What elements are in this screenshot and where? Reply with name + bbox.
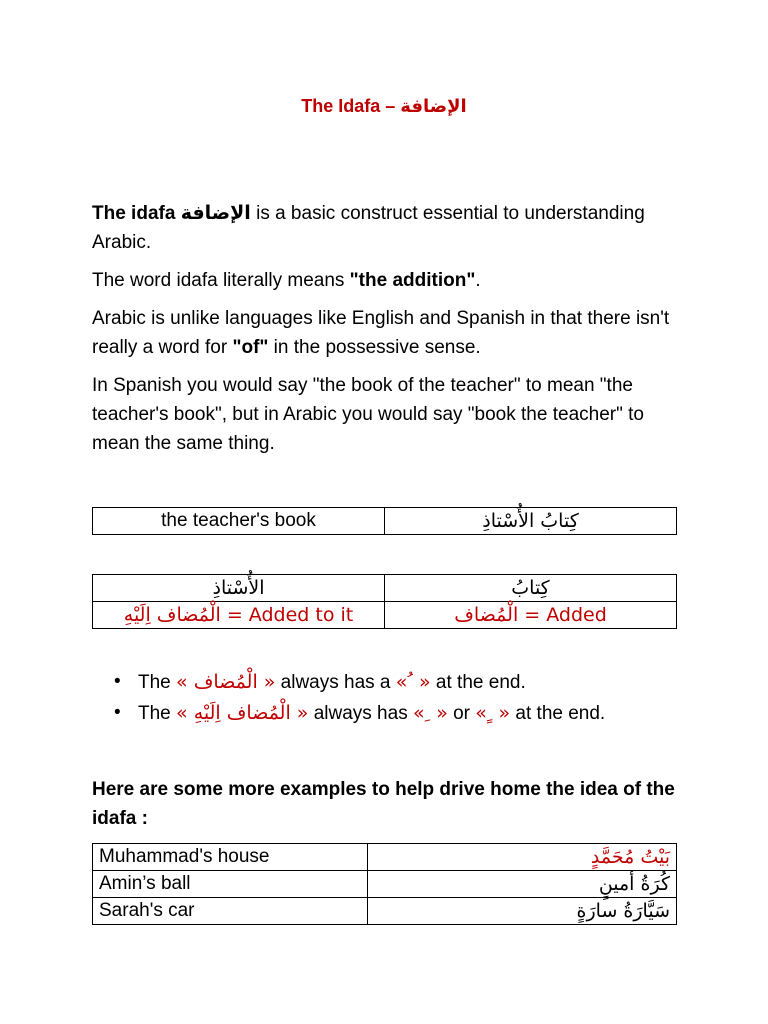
- intro-text: in the possessive sense.: [268, 337, 481, 358]
- table-row: [93, 844, 677, 871]
- table-cell: Sarah's car: [93, 898, 368, 925]
- list-item: [92, 667, 692, 698]
- bullet-text: always has: [308, 703, 413, 724]
- bullet-text: The: [138, 703, 177, 724]
- table-cell: Muhammad's house: [93, 844, 368, 871]
- examples-heading: Here are some more examples to help drive home the idea of the idafa :: [92, 779, 675, 829]
- intro-text: .: [475, 270, 481, 291]
- intro-term: "of": [232, 337, 269, 358]
- examples-table: [92, 843, 677, 925]
- bullet-text: always has a: [275, 672, 396, 693]
- bullet-text: at the end.: [430, 672, 526, 693]
- table-row: [93, 575, 677, 602]
- intro-text: The word idafa literally means: [92, 270, 350, 291]
- intro-term: The idafa الإضافة: [92, 203, 251, 224]
- table-cell: سَيَّارَةُ سارَةٍ: [368, 898, 677, 925]
- table-cell: بَيْتُ مُحَمَّدٍ: [368, 844, 677, 871]
- vowel-mark: « ِ »: [412, 702, 448, 724]
- intro-text: Arabic is unlike languages like English and Spanish in that there isn't really a word for: [92, 308, 670, 358]
- example-table-1: [92, 507, 677, 535]
- table-cell: كِتابُ: [385, 575, 677, 602]
- arabic-term: « الْمُضاف اِلَيْهِ »: [176, 702, 309, 724]
- table-cell: Amin’s ball: [93, 871, 368, 898]
- table-row: [93, 898, 677, 925]
- table-cell: كُرَةُ أمينٍ: [368, 871, 677, 898]
- list-item: [92, 698, 692, 729]
- table-cell: the teacher's book: [93, 508, 385, 535]
- intro-paragraph-2: [92, 266, 682, 295]
- table-cell: الْمُضاف = Added: [385, 602, 677, 629]
- table-row: [93, 602, 677, 629]
- intro-term: "the addition": [349, 270, 476, 291]
- bullet-text: at the end.: [510, 703, 606, 724]
- table-cell: الأُسْتاذِ: [93, 575, 385, 602]
- bullet-text: or: [447, 703, 476, 724]
- page-title: The Idafa – الإضافة: [301, 96, 467, 116]
- arabic-term: « الْمُضاف »: [176, 671, 276, 693]
- example-table-2: [92, 574, 677, 629]
- vowel-mark: « ٍ »: [475, 702, 511, 724]
- table-cell: كِتابُ الأُسْتاذِ: [385, 508, 677, 535]
- table-row: [93, 508, 677, 535]
- table-row: [93, 871, 677, 898]
- intro-text: is a basic construct essential to understanding Arabic.: [92, 203, 645, 253]
- vowel-mark: « ُ »: [395, 671, 431, 693]
- rules-list: [92, 667, 692, 729]
- bullet-text: The: [138, 672, 177, 693]
- table-cell: الْمُضاف اِلَيْهِ = Added to it: [93, 602, 385, 629]
- intro-paragraph-4: In Spanish you would say "the book of the teacher" to mean "the teacher's book", but in Arabic you would say "book the teacher" to mean the same thing.: [92, 375, 644, 454]
- intro-paragraph-1: [92, 199, 682, 257]
- intro-paragraph-3: [92, 304, 682, 362]
